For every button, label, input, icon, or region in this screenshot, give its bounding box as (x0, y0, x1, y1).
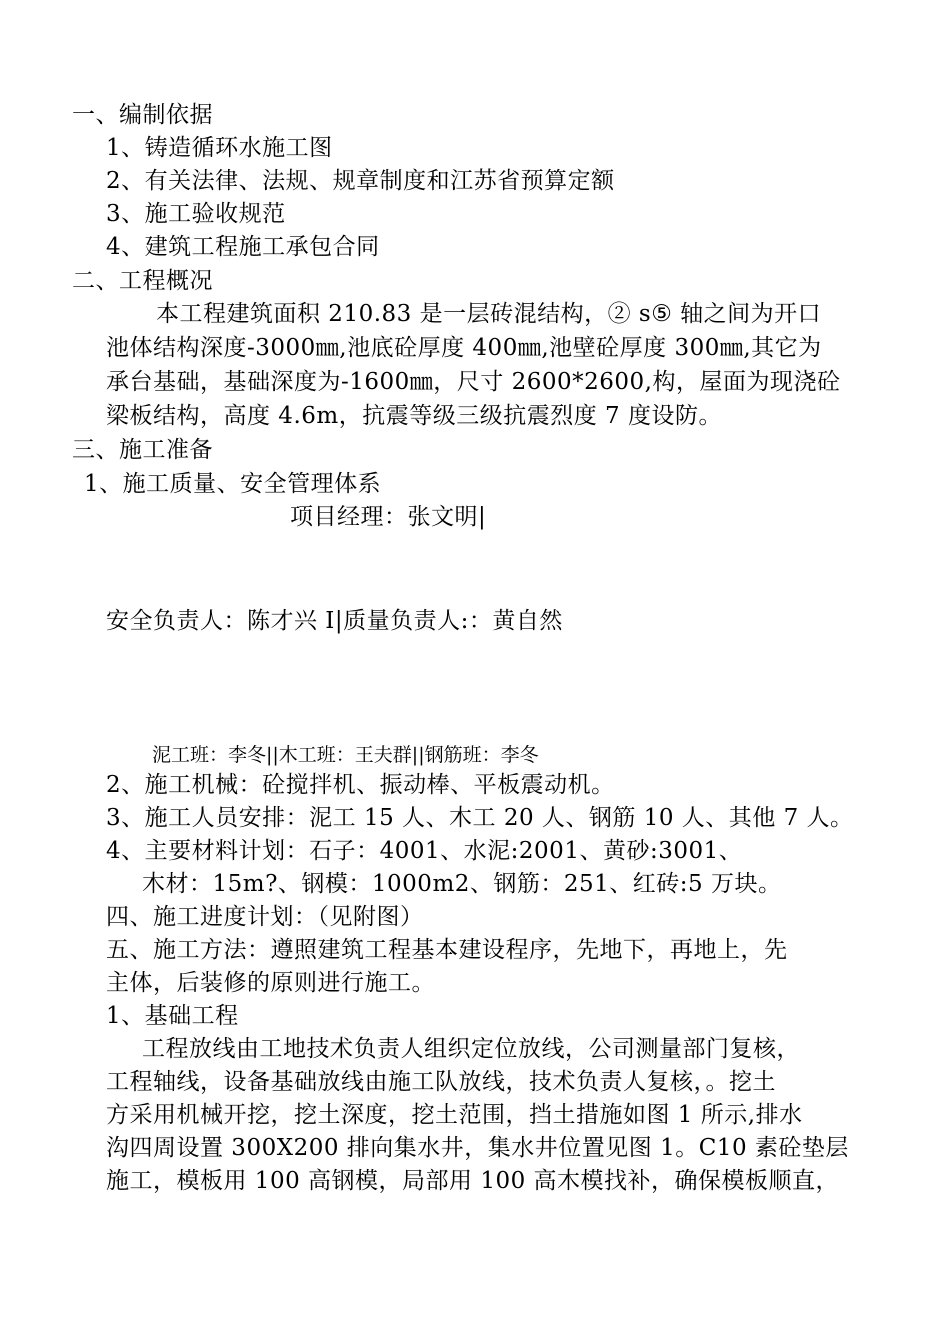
foundation-paragraph-line-5: 施工，模板用 100 高钢模，局部用 100 高木模找补，确保模板顺直， (106, 1168, 840, 1194)
foundation-paragraph-line-2: 工程轴线，设备基础放线由施工队放线，技术负责人复核，。挖土 (106, 1069, 776, 1095)
overview-paragraph-line-2: 池体结构深度-3000㎜,池底砼厚度 400㎜,池壁砼厚度 300㎜,其它为 (106, 335, 822, 361)
overview-paragraph-line-1: 本工程建筑面积 210.83 是一层砖混结构，② s⑤ 轴之间为开口 (156, 301, 822, 327)
overview-paragraph-line-4: 梁板结构，高度 4.6m，抗震等级三级抗震烈度 7 度设防。 (106, 403, 722, 429)
section-heading-method-line-2: 主体，后装修的原则进行施工。 (106, 970, 435, 996)
basis-item-3: 3、施工验收规范 (106, 201, 286, 227)
method-item-1-heading: 1、基础工程 (106, 1003, 239, 1029)
basis-item-2: 2、有关法律、法规、规章制度和江苏省预算定额 (106, 168, 615, 194)
section-heading-overview: 二、工程概况 (72, 268, 213, 294)
preparation-item-2: 2、施工机械：砼搅拌机、振动棒、平板震动机。 (106, 772, 615, 798)
section-heading-basis: 一、编制依据 (72, 102, 213, 128)
preparation-item-1: 1、施工质量、安全管理体系 (84, 471, 382, 497)
safety-quality-leads: 安全负责人：陈才兴 I|质量负责人:：黄自然 (106, 608, 563, 634)
section-heading-method-line-1: 五、施工方法：遵照建筑工程基本建设程序，先地下，再地上，先 (106, 937, 788, 963)
preparation-item-4-line-2: 木材：15m?、钢模：1000m2、钢筋：251、红砖:5 万块。 (142, 871, 782, 897)
preparation-item-3: 3、施工人员安排：泥工 15 人、木工 20 人、钢筋 10 人、其他 7 人。 (106, 805, 854, 831)
work-teams: 泥工班：李冬||木工班：王夫群||钢筋班：李冬 (152, 744, 539, 766)
basis-item-1: 1、铸造循环水施工图 (106, 135, 333, 161)
foundation-paragraph-line-3: 方采用机械开挖，挖土深度，挖土范围，挡土措施如图 1 所示,排水 (106, 1102, 803, 1128)
preparation-item-4-line-1: 4、主要材料计划：石子：4001、水泥:2001、黄砂:3001、 (106, 838, 743, 864)
foundation-paragraph-line-1: 工程放线由工地技术负责人组织定位放线，公司测量部门复核， (142, 1036, 800, 1062)
section-heading-preparation: 三、施工准备 (72, 437, 213, 463)
overview-paragraph-line-3: 承台基础，基础深度为-1600㎜，尺寸 2600*2600,构，屋面为现浇砼 (106, 369, 841, 395)
project-manager: 项目经理：张文明| (290, 504, 487, 530)
foundation-paragraph-line-4: 沟四周设置 300X200 排向集水井，集水井位置见图 1。C10 素砼垫层 (106, 1135, 849, 1161)
section-heading-schedule: 四、施工进度计划：（见附图） (106, 904, 424, 930)
basis-item-4: 4、建筑工程施工承包合同 (106, 234, 380, 260)
